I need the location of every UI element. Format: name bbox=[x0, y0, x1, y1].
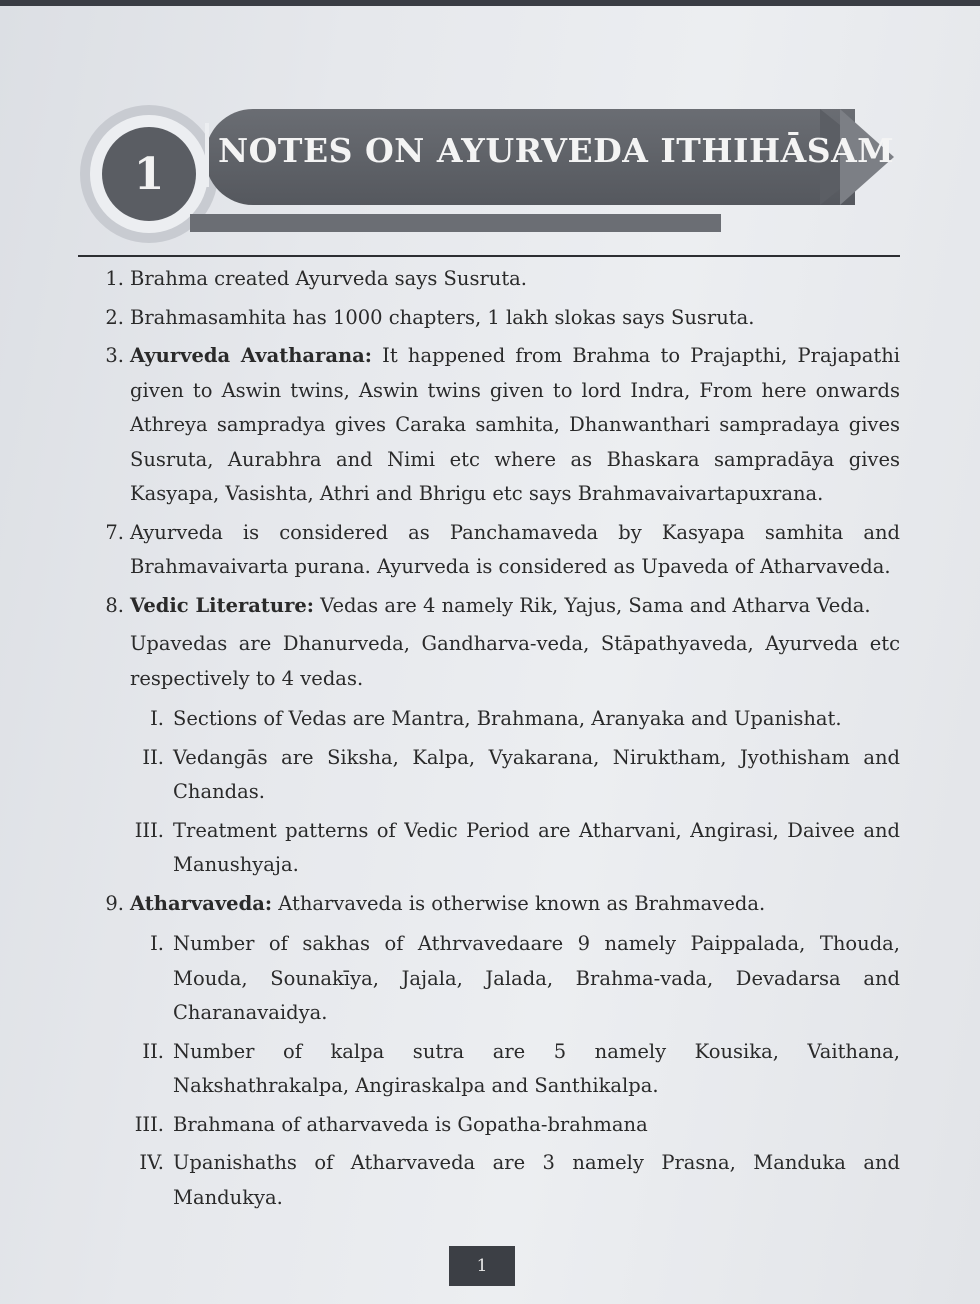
sub-item bbox=[98, 1146, 900, 1215]
roman-numeral: III. bbox=[134, 1112, 164, 1136]
list-item bbox=[98, 339, 900, 512]
item-label: Atharvaveda: bbox=[130, 891, 273, 915]
roman-numeral: III. bbox=[134, 818, 164, 842]
item-text: Brahma created Ayurveda says Susruta. bbox=[130, 267, 527, 290]
chapter-number: 1 bbox=[133, 148, 165, 200]
roman-numeral: II. bbox=[142, 1039, 164, 1063]
sub-item bbox=[98, 1035, 900, 1104]
sub-item bbox=[98, 702, 900, 737]
sub-item bbox=[98, 1108, 900, 1143]
title-underbar bbox=[190, 214, 721, 232]
roman-numeral: I. bbox=[150, 932, 164, 955]
item-number: 7. bbox=[105, 520, 124, 544]
item-text: Brahmasamhita has 1000 chapters, 1 lakh slokas says Susruta. bbox=[130, 305, 755, 329]
sub-item bbox=[98, 814, 900, 883]
list-item bbox=[98, 887, 900, 922]
list-item bbox=[98, 516, 900, 585]
item-label: Ayurveda Avatharana: bbox=[130, 344, 372, 367]
sub-item-text: Number of kalpa sutra are 5 namely Kousika, Vaithana, Nakshathrakalpa, Angiraskalpa and Santhikalpa. bbox=[173, 1039, 900, 1097]
item-text: It happened from Brahma to Prajapthi, Prajapathi given to Aswin twins, Aswin twins given to lord Indra, From here onwards Athreya sampradya gives Caraka samhita, Dhanwanthari sampradaya gives Susruta, Aurabhra and Nimi etc where as Bhaskara sampradāya gives Kasyapa, Vasishta, Athri and Bhrigu etc says Brahmavaivartapuxrana. bbox=[130, 344, 900, 505]
item-number: 3. bbox=[105, 344, 124, 367]
notes-list bbox=[98, 262, 900, 1215]
item-label: Vedic Literature: bbox=[130, 593, 314, 617]
list-item bbox=[98, 301, 900, 336]
item-number: 2. bbox=[105, 305, 124, 329]
chapter-header bbox=[80, 95, 900, 255]
item-number: 1. bbox=[105, 267, 124, 290]
roman-numeral: IV. bbox=[139, 1151, 164, 1174]
item-text: Vedas are 4 namely Rik, Yajus, Sama and Atharva Veda. bbox=[313, 593, 871, 617]
roman-numeral: II. bbox=[142, 745, 164, 769]
sub-item-text: Brahmana of atharvaveda is Gopatha-brahmana bbox=[173, 1112, 648, 1136]
list-item bbox=[98, 589, 900, 624]
list-item bbox=[98, 262, 900, 297]
page-number: 1 bbox=[449, 1246, 515, 1286]
item-number: 9. bbox=[105, 891, 124, 915]
item-number: 8. bbox=[105, 593, 124, 617]
sub-item-text: Number of sakhas of Athrvavedaare 9 namely Paippalada, Thouda, Mouda, Sounakīya, Jajala, Jalada, Brahma-vada, Devadarsa and Charanavaidya. bbox=[173, 932, 900, 1024]
chapter-number-badge bbox=[102, 127, 196, 221]
sub-item-text: Treatment patterns of Vedic Period are Atharvani, Angirasi, Daivee and Manushyaja. bbox=[173, 818, 900, 876]
title-separator bbox=[205, 123, 209, 187]
roman-numeral: I. bbox=[150, 707, 164, 730]
sub-item-text: Vedangās are Siksha, Kalpa, Vyakarana, Niruktham, Jyothisham and Chandas. bbox=[173, 745, 900, 803]
sub-item bbox=[98, 741, 900, 810]
chapter-title: NOTES ON AYURVEDA ITHIHĀSAM bbox=[218, 131, 895, 170]
item-paragraph: Upavedas are Dhanurveda, Gandharva-veda, Stāpathyaveda, Ayurveda etc respectively to 4 vedas. bbox=[130, 632, 900, 690]
sub-item bbox=[98, 927, 900, 1031]
item-text: Atharvaveda is otherwise known as Brahmaveda. bbox=[272, 891, 766, 915]
item-text: Ayurveda is considered as Panchamaveda by Kasyapa samhita and Brahmavaivarta purana. Ayurveda is considered as Upaveda of Atharvaveda. bbox=[130, 520, 900, 578]
header-rule bbox=[78, 255, 900, 257]
page-top-edge bbox=[0, 0, 980, 6]
sub-item-text: Sections of Vedas are Mantra, Brahmana, Aranyaka and Upanishat. bbox=[173, 707, 842, 730]
sub-item-text: Upanishaths of Atharvaveda are 3 namely Prasna, Manduka and Mandukya. bbox=[173, 1151, 900, 1209]
